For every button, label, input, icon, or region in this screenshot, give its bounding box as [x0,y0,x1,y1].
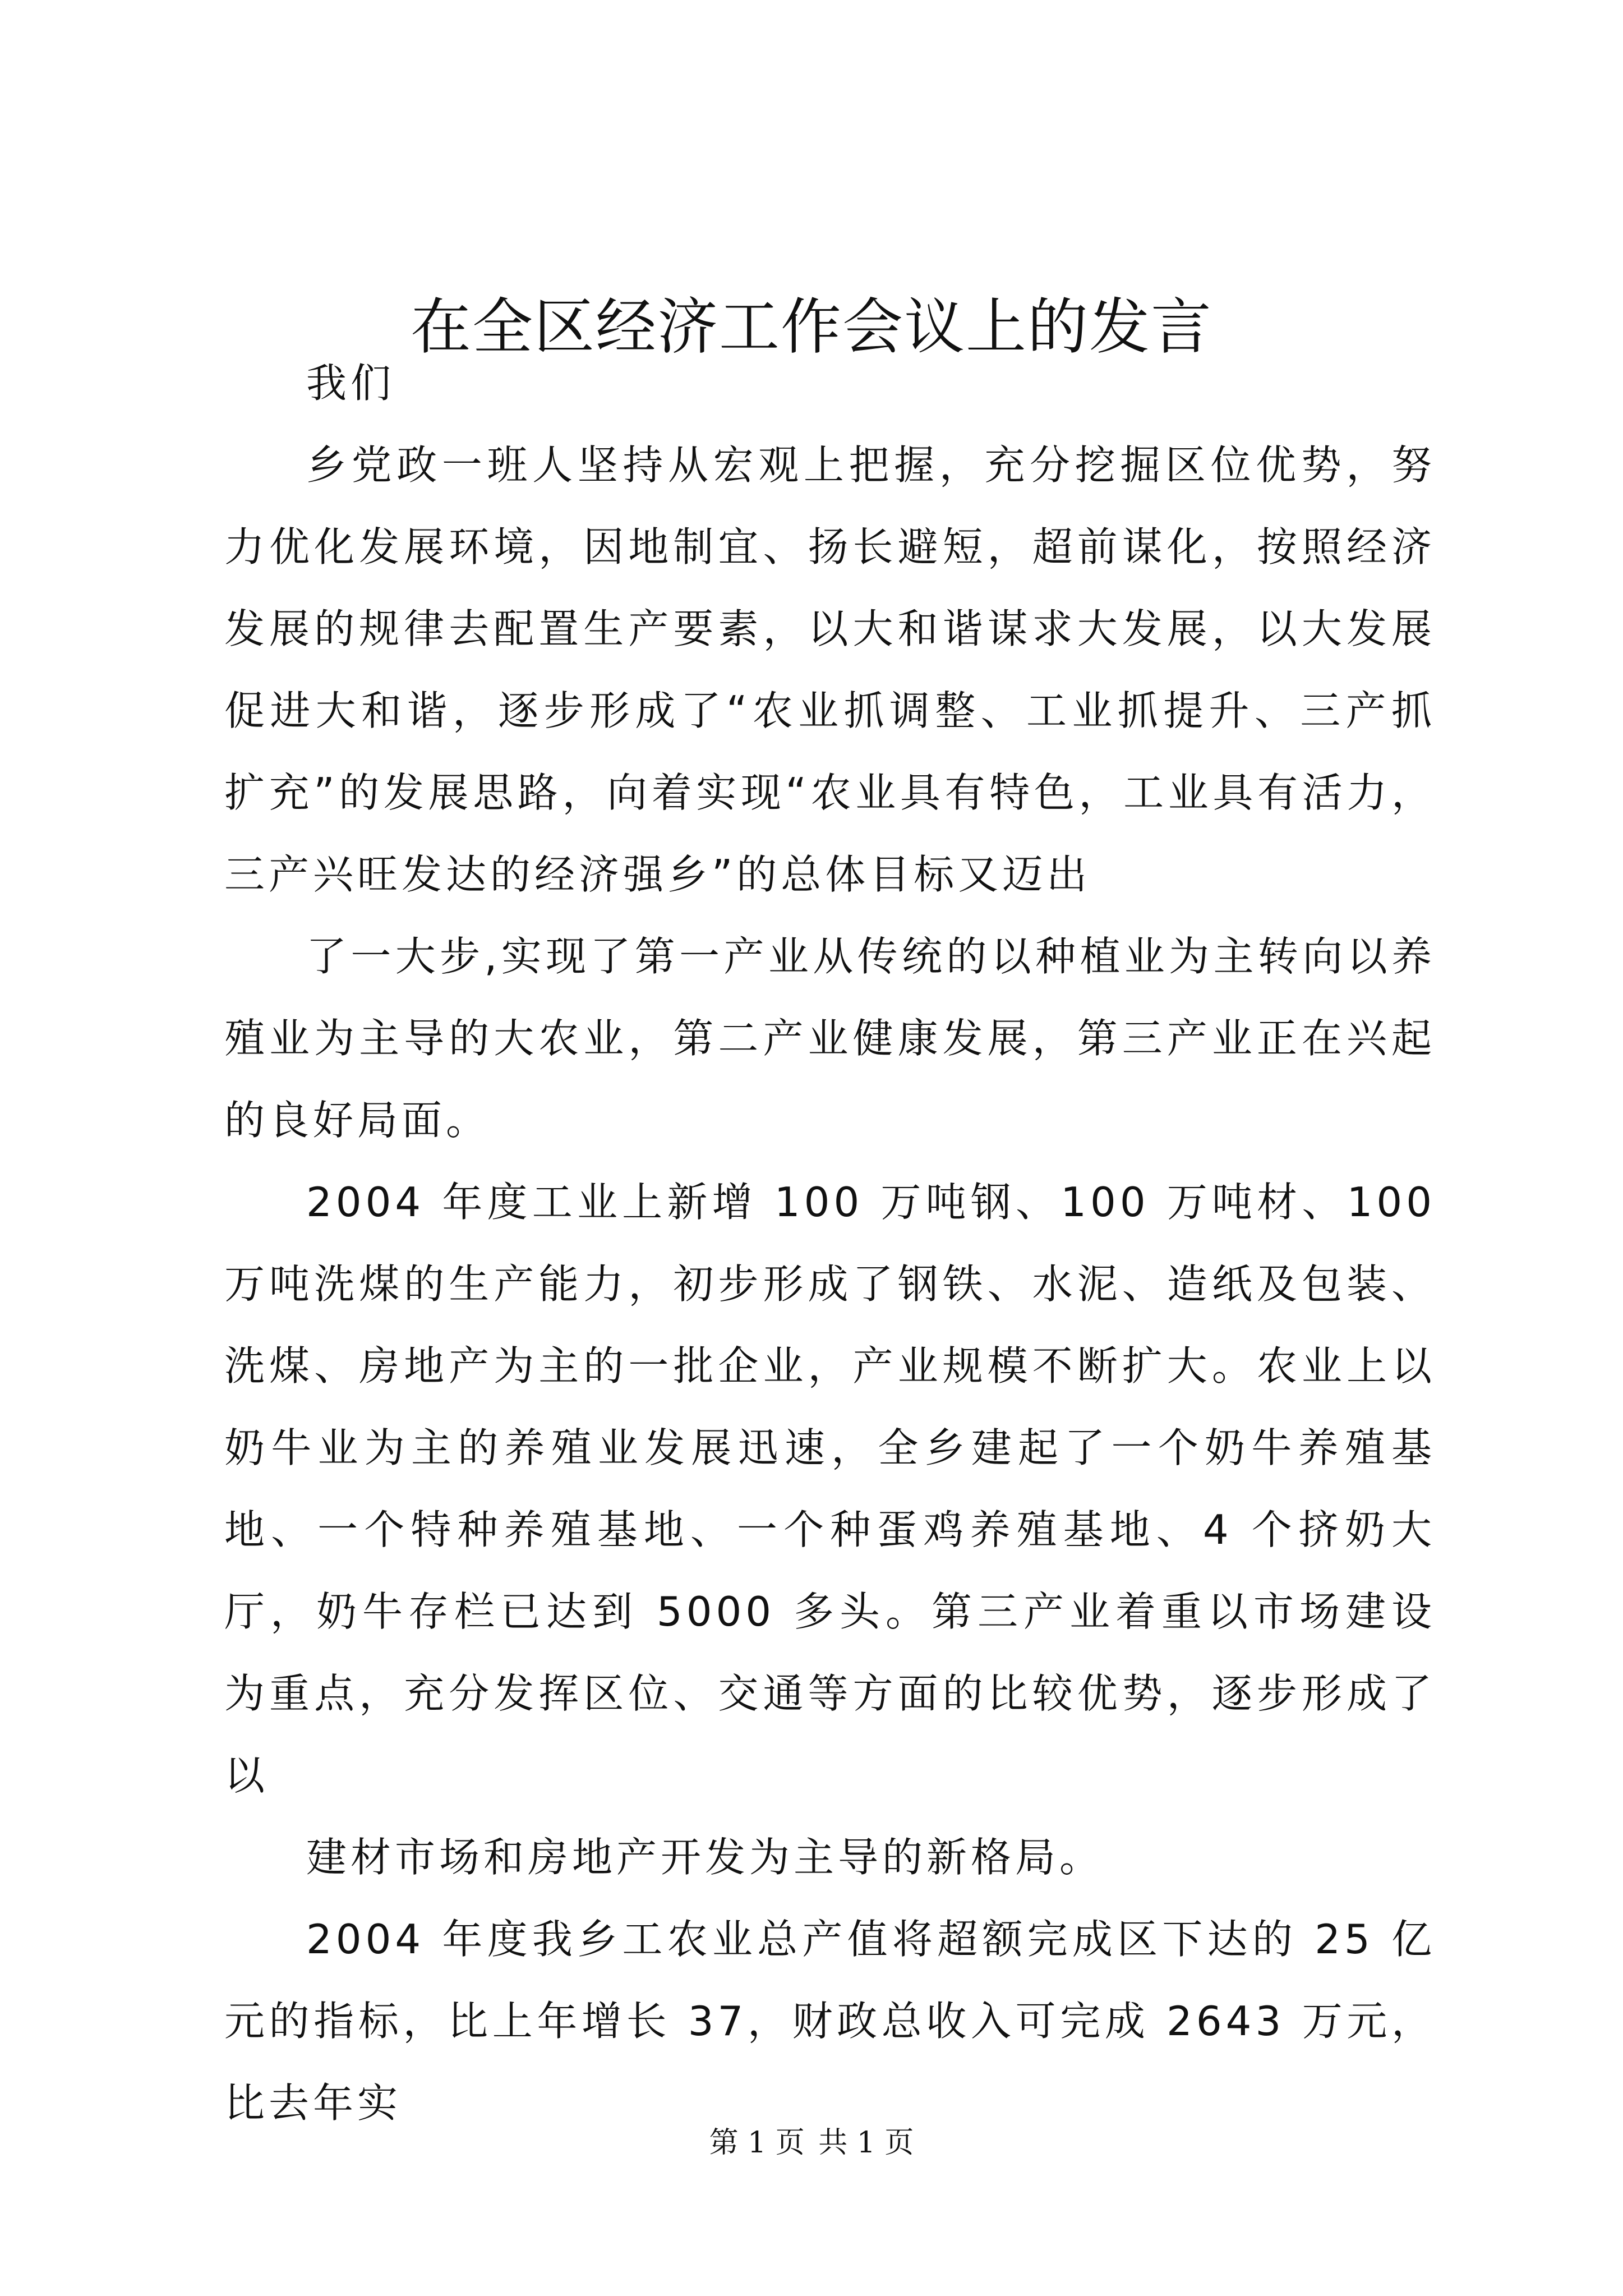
paragraph-3: 了一大步,实现了第一产业从传统的以种植业为主转向以养殖业为主导的大农业，第二产业健康发展，第三产业正在兴起的良好局面。 [224,933,1436,1144]
paragraph-2: 乡党政一班人坚持从宏观上把握，充分挖掘区位优势，努力优化发展环境，因地制宜、扬长避短，超前谋化，按照经济发展的规律去配置生产要素，以大和谐谋求大发展，以大发展促进大和谐，逐步形成了“农业抓调整、工业抓提升、三产抓扩充”的发展思路，向着实现“农业具有特色，工业具有活力，三产兴旺发达的经济强乡”的总体目标又迈出 [224,441,1436,898]
paragraph-1: 我们 [306,360,395,407]
document-body [224,342,1436,2144]
page-total: 共 1 页 [818,2126,914,2160]
paragraph-5: 建材市场和房地产开发为主导的新格局。 [306,1834,1104,1881]
page-footer [0,2123,1623,2162]
document-title: 在全区经济工作会议上的发言 [410,292,1212,362]
paragraph-4: 2004 年度工业上新增 100 万吨钢、100 万吨材、100 万吨洗煤的生产能力，初步形成了钢铁、水泥、造纸及包装、洗煤、房地产为主的一批企业，产业规模不断扩大。农业上以奶牛业为主的养殖业发展迅速，全乡建起了一个奶牛养殖基地、一个特种养殖基地、一个种蛋鸡养殖基地、4 个挤奶大厅，奶牛存栏已达到 5000 多头。第三产业着重以市场建设为重点，充分发挥区位、交通等方面的比较优势，逐步形成了以 [224,1179,1436,1799]
page-number: 第 1 页 [709,2126,805,2160]
paragraph-6: 2004 年度我乡工农业总产值将超额完成区下达的 25 亿元的指标，比上年增长 37，财政总收入可完成 2643 万元，比去年实 [224,1916,1436,2127]
